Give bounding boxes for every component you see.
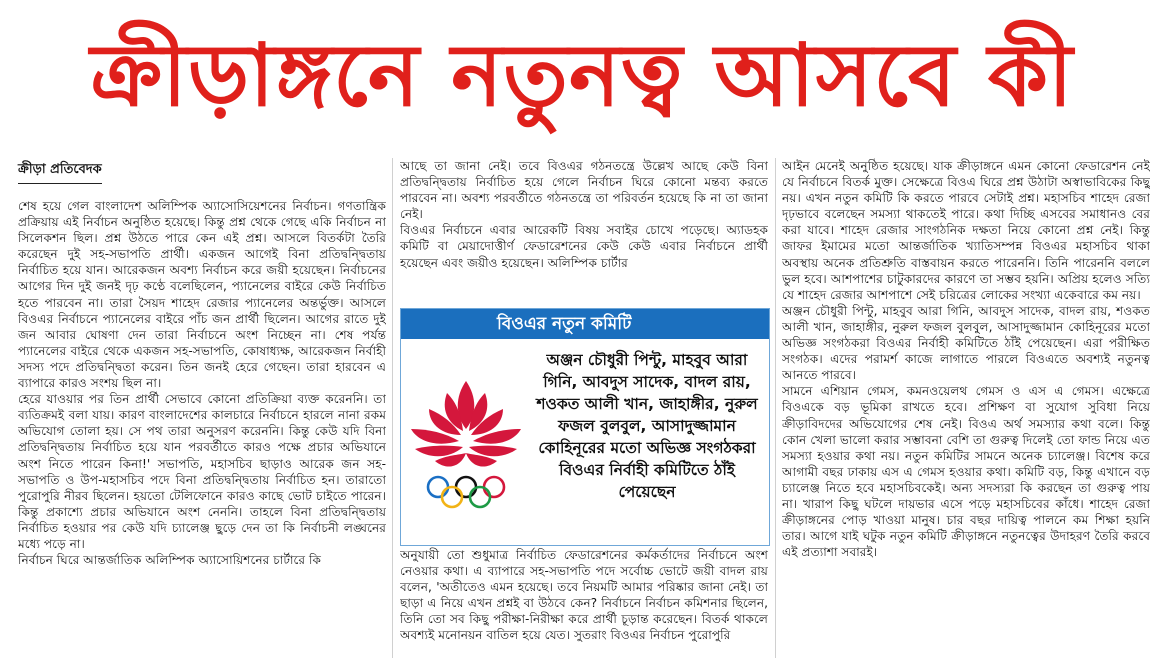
article-column-3	[782, 158, 1150, 658]
paragraph: আইন মেনেই অনুষ্ঠিত হয়েছে। যাক ক্রীড়াঙ্গনে এমন কোনো ফেডারেশন নেই যে নির্বাচনে বিতর্ক মুক্ত। সেক্ষেত্রে বিওএ ঘিরে প্রশ্ন উঠাটা অস্বাভাবিকের কিছু নয়। এখন নতুন কমিটি কি করতে পারবে সেটাই প্রশ্ন। মহাসচিব শাহেদ রেজা দৃঢ়ভাবে বলেছেন সমস্যা থাকতেই পারে। কথা দিচ্ছি এসবের সমাধানও বের করা যাবে। শাহেদ রেজার সাংগঠনিক দক্ষতা নিয়ে কোনো প্রশ্ন নেই। কিন্তু জাফর ইমামের মতো আন্তর্জাতিক খ্যাতিসম্পন্ন বিওএর মহাসচিব থাকা অবস্থায় অনেক প্রতিশ্রুতি বাস্তবায়ন করতে পারেননি। তিনি পারেননি বললে ভুল হবে। আশপাশের চাটুকারদের কারণে তা সম্ভব হয়নি। অপ্রিয় হলেও সত্যি যে শাহেদ রেজার আশপাশে সেই চরিত্রের লোকের সংখ্যা একেবারে কম নয়।	[782, 159, 1150, 302]
paragraph: অঞ্জন চৌধুরী পিন্টু, মাহবুব আরা গিনি, আবদুস সাদেক, বাদল রায়, শওকত আলী খান, জাহাঙ্গীর, নুরুল ফজল বুলবুল, আসাদুজ্জামান কোহিনূরের মতো অভিজ্ঞ সংগঠকরা বিওএর নির্বাহী কমিটিতে ঠাঁই পেয়েছেন। এরা পরীক্ষিত সংগঠক। এদের পরামর্শ কাজে লাগাতে পারলে বিওএতে অবশ্যই নতুনত্ব আনতে পারবে।	[782, 303, 1150, 383]
paragraph: সামনে এশিয়ান গেমস, কমনওয়েলথ গেমস ও এস এ গেমস। এক্ষেত্রে বিওএকে বড় ভূমিকা রাখতে হবে। প্রশিক্ষণ বা সুযোগ সুবিধা নিয়ে ক্রীড়াবিদদের অভিযোগের শেষ নেই। বিওএ অর্থ সমস্যার কথা বলে। কিন্তু কোন খেলা ভালো করার সম্ভাবনা বেশি তা গুরুত্ব দিলেই তো ফান্ড নিয়ে এত সমস্যা হওয়ার কথা নয়। নতুন কমিটির সামনে অনেক চ্যালেঞ্জ। বিশেষ করে আগামী বছর ঢাকায় এস এ গেমস হওয়ার কথা। কমিটি বড়, কিন্তু এখানে বড় চ্যালেঞ্জ নিতে হবে মহাসচিবকেই। অন্য সদস্যরা কি করছেন তা গুরুত্ব পায় না। খারাপ কিছু ঘটলে দায়ভার এসে পড়ে মহাসচিবের কাঁধে। শাহেদ রেজা ক্রীড়াঙ্গনের পোড় খাওয়া মানুষ। চার বছর দায়িত্ব পালনে কম শিক্ষা হয়নি তার। আগে যাই ঘটুক নতুন কমিটি ক্রীড়াঙ্গনে নতুনত্বের উদাহরণ তৈরি করবে এই প্রত্যাশা সবারই।	[782, 384, 1150, 560]
paragraph: শেষ হয়ে গেল বাংলাদেশ অলিম্পিক অ্যাসোসিয়েশনের নির্বাচন। গণতান্ত্রিক প্রক্রিয়ায় এই নির্বাচন অনুষ্ঠিত হয়েছে। কিন্তু প্রশ্ন থেকে গেছে একি নির্বাচন না সিলেকশন ছিল। প্রশ্ন উঠতে পারে কেন এই প্রশ্ন। আসলে বিতর্কটা তৈরি করেছেন দুই সহ-সভাপতি প্রার্থী। একজন আগেই বিনা প্রতিদ্বন্দ্বিতায় নির্বাচিত হয়ে যান। আরেকজন অবশ্য নির্বাচন করে জয়ী হয়েছেন। নির্বাচনের আগের দিন দুই জনই দৃঢ় কণ্ঠে বলেছিলেন, প্যানেলের বাইরে কেউ নির্বাচিত হতে পারবেন না। তারা সৈয়দ শাহেদ রেজার প্যানেলের অন্তর্ভুক্ত। আসলে বিওএর নির্বাচনে প্যানেলের বাইরে পাঁচ জন প্রার্থী ছিলেন। আগের রাতে দুই জন আবার ঘোষণা দেন তারা নির্বাচনে অংশ নিচ্ছেন না। শেষ পর্যন্ত প্যানেলের বাইরে থেকে একজন সহ-সভাপতি, কোষাধ্যক্ষ, আরেকজন নির্বাহী সদস্য পদে প্রতিদ্বন্দ্বিতা করেন। তিন জনই হেরে গেছেন। তারা হারবেন এ ব্যাপারে কারও সংশয় ছিল না।	[18, 199, 386, 391]
committee-box-text: অঞ্জন চৌধুরী পিন্টু, মাহবুব আরা গিনি, আবদুস সাদেক, বাদল রায়, শওকত আলী খান, জাহাঙ্গীর, নুরুল ফজল বুলবুল, আসাদুজ্জামান কোহিনূরের মতো অভিজ্ঞ সংগঠকরা বিওএর নির্বাহী কমিটিতে ঠাঁই পেয়েছেন	[536, 351, 758, 501]
article-column-1	[18, 198, 386, 658]
article-column-2-bottom	[400, 547, 768, 659]
paragraph: বিওএর নির্বাচনে এবার আরেকটি বিষয় সবাইর চোখে পড়েছে। অ্যাডহক কমিটি বা মেয়াদোত্তীর্ণ ফেডারেশনের কেউ কেউ এবার নির্বাচনে প্রার্থী হয়েছেন এবং জয়ীও হয়েছেন। অলিম্পিক চার্টার	[400, 223, 768, 270]
article-column-2-top	[400, 158, 768, 304]
paragraph: অনুযায়ী তো শুধুমাত্র নির্বাচিত ফেডারেশনের কর্মকর্তাদের নির্বাচনে অংশ নেওয়ার কথা। এ ব্যাপারে সহ-সভাপতি পদে সর্বোচ্চ ভোটে জয়ী বাদল রায় বলেন, 'অতীতেও এমন হয়েছে। তবে নিয়মটি আমার পরিষ্কার জানা নেই। তা ছাড়া এ নিয়ে এখন প্রশ্নই বা উঠবে কেন? নির্বাচনে নির্বাচন কমিশনার ছিলেন, তিনি তো সব কিছু পরীক্ষা-নিরীক্ষা করে প্রার্থী চূড়ান্ত করেছেন। বিতর্ক থাকলে অবশ্যই মনোনয়ন বাতিল হয়ে যেত। সুতরাং বিওএর নির্বাচন পুরোপুরি	[400, 548, 768, 643]
committee-box-title: বিওএর নতুন কমিটি	[401, 309, 769, 339]
paragraph: হেরে যাওয়ার পর তিন প্রার্থী সেভাবে কোনো প্রতিক্রিয়া ব্যক্ত করেননি। তা ব্যতিক্রমই বলা যায়। কারণ বাংলাদেশের কালচারে নির্বাচনে হারলে নানা রকম অভিযোগ তোলা হয়। সে পথ তারা অনুসরণ করেননি। কিন্তু কেউ যদি বিনা প্রতিদ্বন্দ্বিতায় নির্বাচিত হয়ে যান পরবর্তীতে কারও পক্ষে প্রচার অভিযানে অংশ নিতে পারেন কিনা!' সভাপতি, মহাসচিব ছাড়াও আরেক জন সহ-সভাপতি ও উপ-মহাসচিব পদে বিনা প্রতিদ্বন্দ্বিতায় নির্বাচিত হন। তারাতো পুরোপুরি নীরব ছিলেন। হয়তো টেলিফোনে কারও কাছে ভোট চাইতে পারেন। কিন্তু প্রকাশ্যে প্রচার অভিযানে অংশ নেননি। তাহলে বিনা প্রতিদ্বন্দ্বিতায় নির্বাচিত হওয়ার পর কেউ যদি চ্যালেঞ্জ ছুড়ে দেন তা কি নির্বাচনী লঙ্ঘনের মধ্যে পড়ে না।	[18, 392, 386, 551]
paragraph: আছে তা জানা নেই। তবে বিওএর গঠনতন্ত্রে উল্লেখ আছে কেউ বিনা প্রতিদ্বন্দ্বিতায় নির্বাচিত হয়ে গেলে নির্বাচন ঘিরে কোনো মন্তব্য করতে পারবেন না। অবশ্য পরবর্তীতে গঠনতন্ত্রে তা পরিবর্তন হয়েছে কি না তা জানা নেই।	[400, 159, 768, 222]
headline: ক্রীড়াঙ্গনে নতুনত্ব আসবে কী	[90, 26, 1074, 126]
lotus-icon	[411, 381, 521, 467]
paragraph: নির্বাচন ঘিরে আন্তর্জাতিক অলিম্পিক অ্যাসোয়িশনের চার্টারে কি	[18, 553, 322, 568]
column-divider	[392, 158, 393, 658]
column-divider	[775, 158, 776, 658]
committee-box	[400, 308, 770, 546]
boa-olympic-logo-icon	[405, 363, 527, 513]
olympic-rings-icon	[428, 477, 504, 507]
byline: ক্রীড়া প্রতিবেদক	[18, 160, 102, 184]
